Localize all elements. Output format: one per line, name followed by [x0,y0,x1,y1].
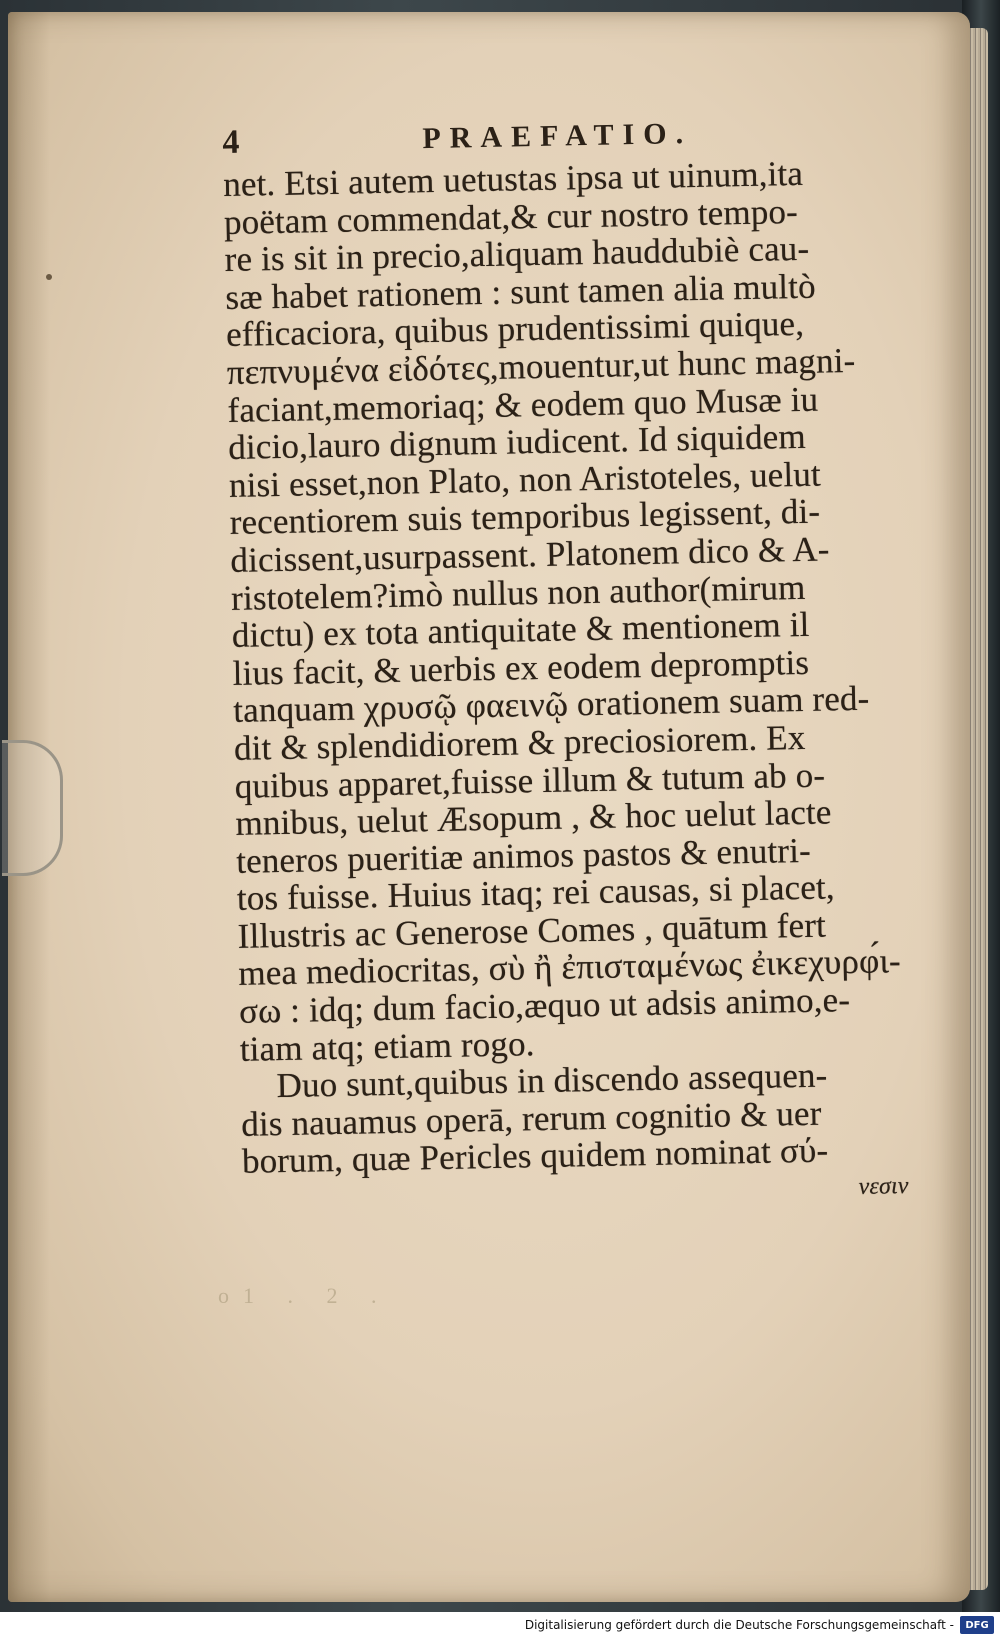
text-line: faciant,memoriaq; & eodem quo Musæ iu [227,379,819,430]
text-line: σω : idq; dum facio,æquo ut adsis animo,e- [238,980,851,1031]
text-line: mea mediocritas, σὺ ἢ ἐπισταμένως ἐικεχυρφ́ι- [238,941,902,994]
page-clip [2,740,63,876]
text-line: πεπνυμένα εἰδότες,mouentur,ut hunc magni- [226,340,856,392]
text-line: dis nauamus operā, rerum cognitio & uer [240,1093,822,1144]
bleed-through-text: o1 . 2 . [218,1283,391,1308]
text-line: nisi esset,non Plato, non Aristoteles, uelut [228,454,822,505]
text-line: net. Etsi autem uetustas ipsa ut uinum,ita [222,153,804,204]
text-line: efficaciora, quibus prudentissimi quique, [225,304,805,355]
running-head: PRAEFATIO. [422,116,693,156]
text-line: re is sit in precio,aliquam hauddubiè cau- [224,228,810,280]
text-line: tiam atq; etiam rogo. [239,1023,535,1069]
page-number: 4 [222,123,240,161]
text-line: poëtam commendat,& cur nostro tempo- [223,191,799,242]
text-line: ristotelem?imò nullus non author(mirum [230,567,806,618]
text-line: sæ habet rationem : sunt tamen alia multò [225,266,817,317]
body-text [223,153,943,1219]
text-line: dictu) ex tota antiquitate & mentionem il [231,604,810,656]
text-line: teneros pueritiæ animos pastos & enutri- [235,830,812,881]
text-line: dicio,lauro dignum iudicent. Id siquidem [227,417,807,468]
text-line: recentiorem suis temporibus legissent, di- [229,491,821,543]
dfg-logo: DFG [960,1616,994,1634]
catchword: νεσιν [858,1173,909,1201]
text-block [222,107,943,1219]
text-line: dit & splendidiorem & preciosiorem. Ex [233,717,806,768]
text-line: quibus apparet,fuisse illum & tutum ab o- [234,755,826,806]
text-line: lius facit, & uerbis ex eodem depromptis [232,642,810,693]
text-line: Duo sunt,quibus in discendo assequen- [276,1055,828,1106]
text-line: tos fuisse. Huius itaq; rei causas, si placet, [236,867,836,919]
text-line: dicissent,usurpassent. Platonem dico & A- [230,529,830,580]
ink-spot [46,274,52,280]
text-line: mnibus, uelut Æsopum , & hoc uelut lacte [235,792,832,843]
text-line: Illustris ac Generose Comes , quātum fert [237,905,827,956]
funding-credit: Digitalisierung gefördert durch die Deutsche Forschungsgemeinschaft - [524,1618,954,1632]
text-line: borum, quæ Pericles quidem nominat σύ- [241,1130,829,1182]
credit-bar [0,1612,1000,1641]
text-line: tanquam χρυσῷ φαεινῷ orationem suam red- [232,678,870,731]
